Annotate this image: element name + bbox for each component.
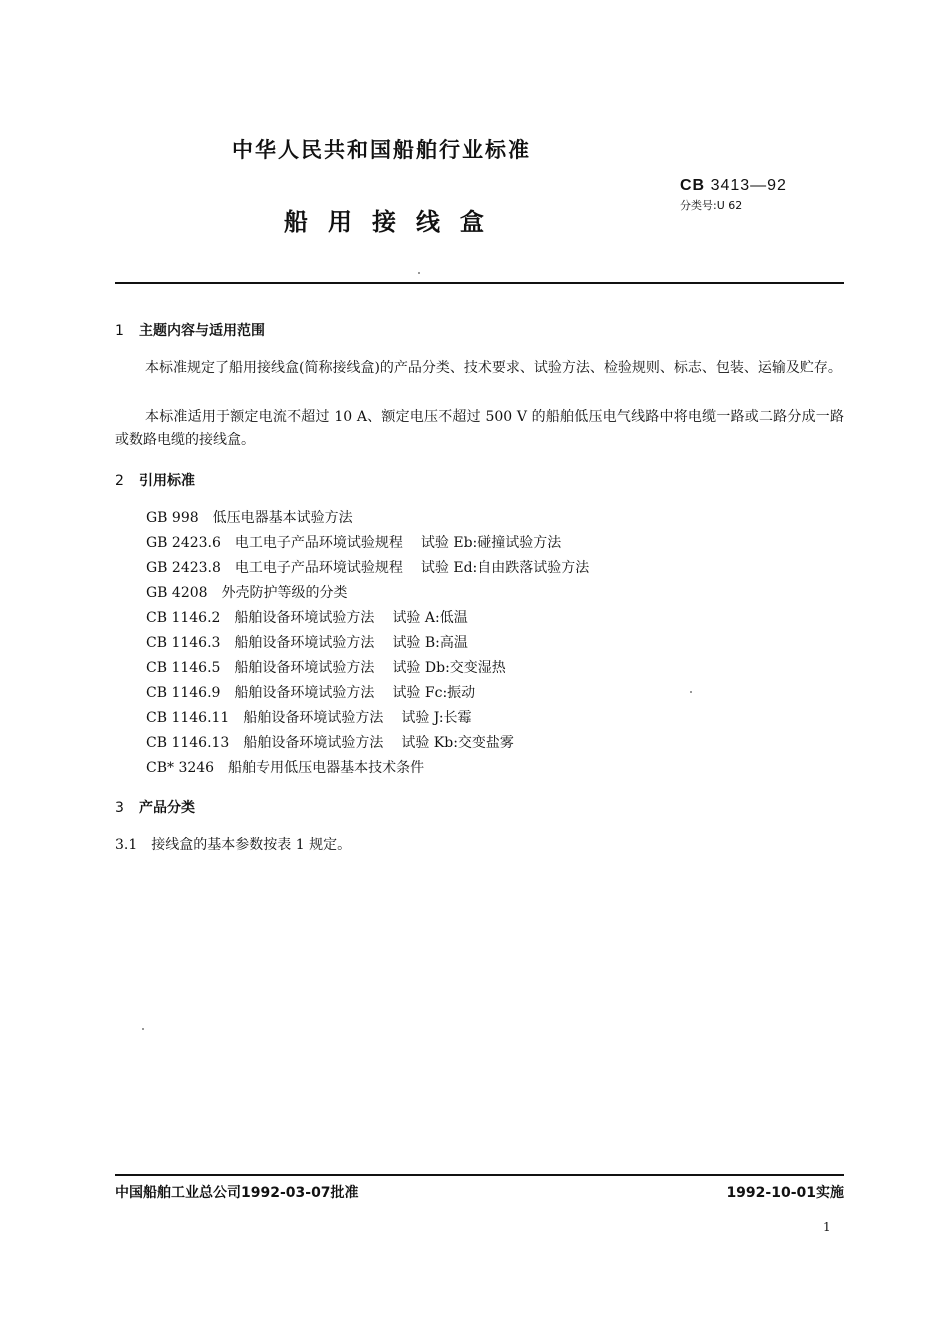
header-rule: [115, 282, 844, 284]
reference-item: [146, 756, 589, 781]
clause-text: 接线盒的基本参数按表 1 规定。: [151, 837, 352, 853]
scan-speck: [690, 691, 692, 693]
reference-code: CB 1146.2: [146, 610, 221, 626]
reference-item: [146, 731, 589, 756]
section-number: 3: [115, 800, 124, 816]
footer-rule: [115, 1174, 844, 1176]
scan-speck: [142, 1028, 144, 1030]
section-number: 1: [115, 323, 124, 339]
reference-test: 试验 J:长霉: [401, 710, 472, 726]
reference-item: [146, 506, 589, 531]
section-heading: [115, 320, 265, 340]
classification-number: 分类号:U 62: [680, 199, 743, 212]
reference-code: CB 1146.3: [146, 635, 221, 651]
reference-item: [146, 581, 589, 606]
reference-code: CB* 3246: [146, 760, 215, 776]
reference-code: CB 1146.9: [146, 685, 221, 701]
reference-test: 试验 Ed:自由跌落试验方法: [420, 560, 590, 576]
standard-code-number: 3413—92: [710, 177, 787, 194]
reference-title: 船舶设备环境试验方法: [243, 710, 384, 726]
reference-item: [146, 531, 589, 556]
paragraph: 本标准规定了船用接线盒(简称接线盒)的产品分类、技术要求、试验方法、检验规则、标志、包装、运输及贮存。: [145, 360, 842, 376]
reference-test: 试验 Fc:振动: [392, 685, 476, 701]
section-title: 引用标准: [139, 473, 195, 489]
reference-test: 试验 Eb:碰撞试验方法: [420, 535, 562, 551]
reference-title: 电工电子产品环境试验规程: [234, 560, 403, 576]
reference-item: [146, 556, 589, 581]
reference-code: CB 1146.11: [146, 710, 230, 726]
reference-test: 试验 B:高温: [392, 635, 468, 651]
reference-list: [146, 506, 589, 781]
section-title: 产品分类: [139, 800, 195, 816]
page-number: 1: [823, 1220, 831, 1234]
reference-item: [146, 656, 589, 681]
reference-item: [146, 706, 589, 731]
paragraph: 本标准适用于额定电流不超过 10 A、额定电压不超过 500 V 的船舶低压电气线路中将电缆一路或二路分成一路或数路电缆的接线盒。: [115, 409, 844, 448]
reference-code: GB 2423.8: [146, 560, 221, 576]
reference-title: 船舶设备环境试验方法: [243, 735, 384, 751]
reference-test: 试验 A:低温: [392, 610, 468, 626]
reference-item: [146, 631, 589, 656]
reference-code: GB 4208: [146, 585, 208, 601]
reference-item: [146, 681, 589, 706]
section-number: 2: [115, 473, 124, 489]
reference-title: 外壳防护等级的分类: [221, 585, 348, 601]
reference-title: 船舶设备环境试验方法: [234, 685, 375, 701]
standard-code-prefix: CB: [680, 177, 706, 194]
issuing-authority: 中华人民共和国船舶行业标准: [232, 138, 531, 162]
reference-code: CB 1146.5: [146, 660, 221, 676]
reference-test: 试验 Db:交变湿热: [392, 660, 506, 676]
reference-title: 船舶设备环境试验方法: [234, 660, 375, 676]
clause: [115, 834, 351, 854]
document-title: 船用接线盒: [284, 208, 504, 236]
reference-title: 电工电子产品环境试验规程: [234, 535, 403, 551]
effective-date: 1992-10-01实施: [726, 1185, 844, 1201]
standard-code: [680, 177, 787, 195]
reference-code: CB 1146.13: [146, 735, 230, 751]
scan-speck: [418, 272, 420, 274]
section-title: 主题内容与适用范围: [139, 323, 265, 339]
approval-statement: 中国船舶工业总公司1992-03-07批准: [115, 1185, 359, 1201]
reference-title: 船舶设备环境试验方法: [234, 610, 375, 626]
reference-code: GB 2423.6: [146, 535, 221, 551]
reference-item: [146, 606, 589, 631]
reference-title: 船舶设备环境试验方法: [234, 635, 375, 651]
section-heading: [115, 470, 195, 490]
reference-test: 试验 Kb:交变盐雾: [401, 735, 514, 751]
reference-title: 低压电器基本试验方法: [212, 510, 353, 526]
reference-code: GB 998: [146, 510, 199, 526]
clause-number: 3.1: [115, 837, 138, 853]
section-heading: [115, 797, 195, 817]
reference-title: 船舶专用低压电器基本技术条件: [228, 760, 425, 776]
